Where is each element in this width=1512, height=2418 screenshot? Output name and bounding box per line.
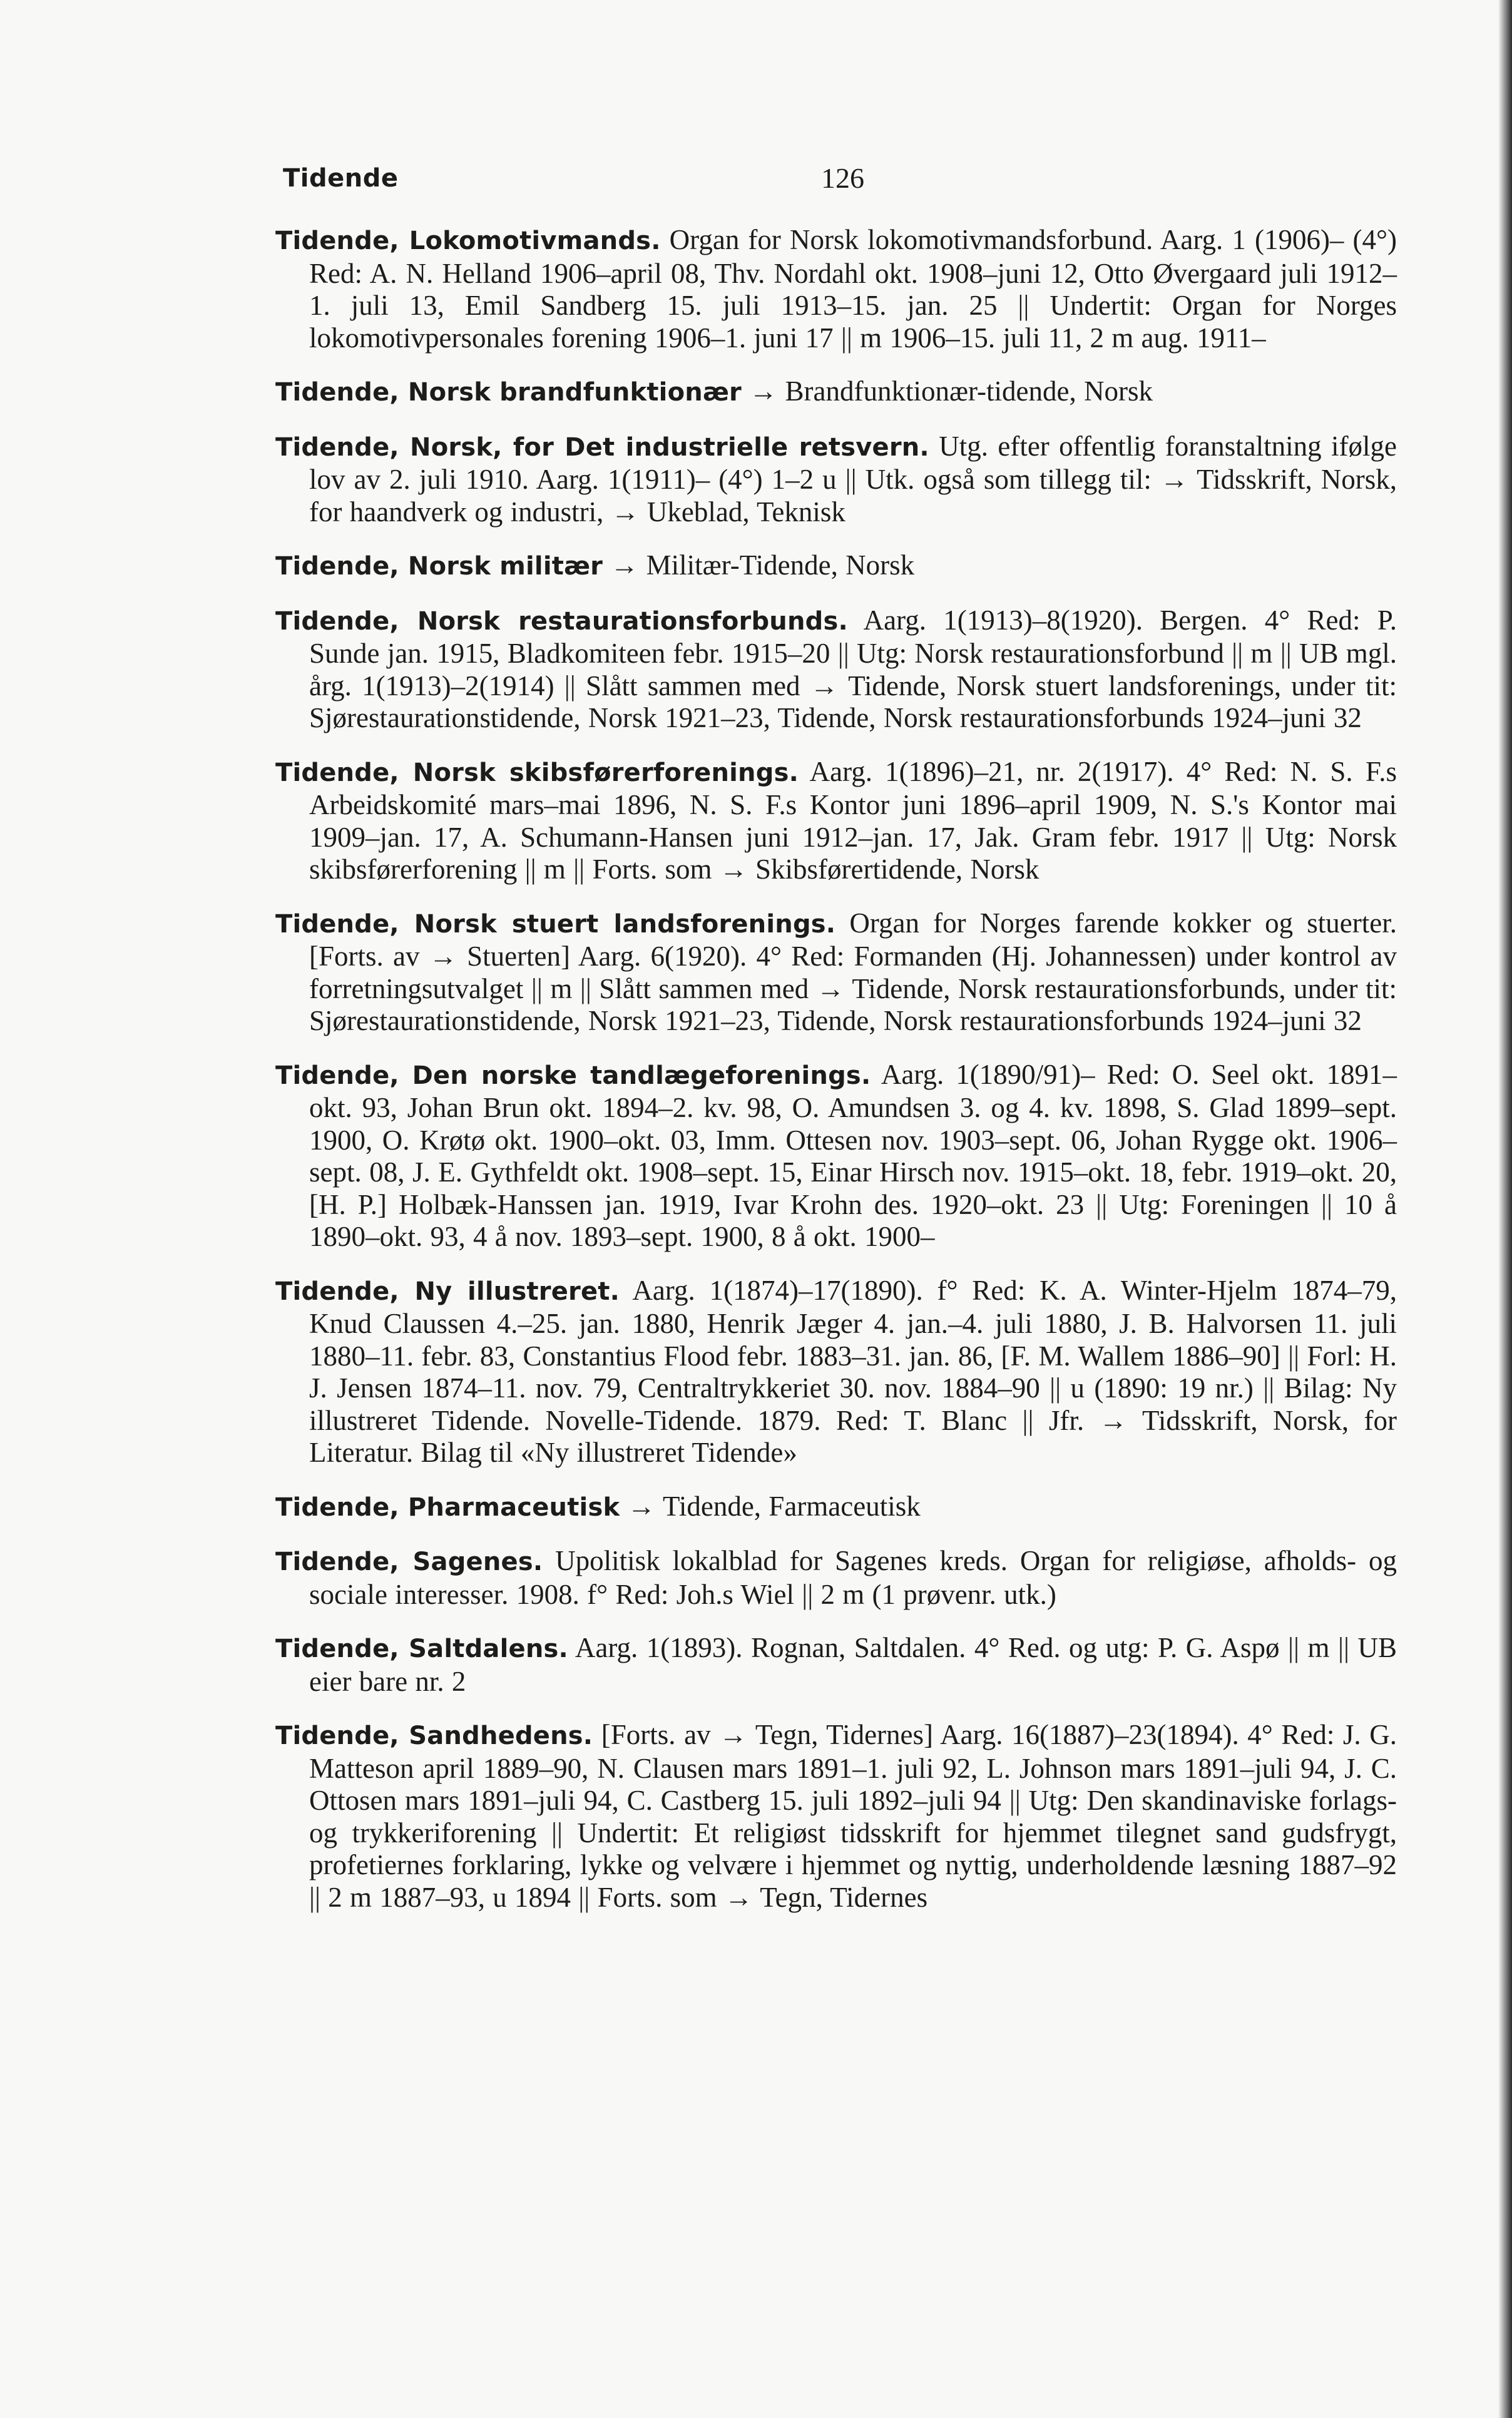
entry-head: Tidende, Norsk skibsførerforenings. [275, 758, 799, 787]
entry-industrielle-retsvern [275, 431, 1397, 529]
entry-body: Aarg. 1(1874)–17(1890). f° Red: K. A. Winter-Hjelm 1874–79, Knud Claussen 4.–25. jan. 1880, Henrik Jæger 4. jan.–4. juli 1880, J. B. Halvorsen 11. juli 1880–11. febr. 83, Constantius Flood febr. 1883–31. jan. 86, [F. M. Wallem 1886–90] || Forl: H. J. Jensen 1874–11. nov. 79, Centraltrykkeriet 30. nov. 1884–90 || u (1890: 19 nr.) || Bilag: Ny illustreret Tidende. Novelle-Tidende. 1879. Red: T. Blanc || Jfr. → Tidsskrift, Norsk, for Literatur. Bilag til «Ny illustreret Tidende» [309, 1274, 1397, 1468]
entry-head: Tidende, Norsk restaurationsforbunds. [275, 606, 848, 636]
running-head [283, 164, 1384, 202]
entry-skibsforerforenings [275, 756, 1397, 886]
entry-head: Tidende, Den norske tandlægeforenings. [275, 1061, 871, 1090]
entry-brandfunktionaer [275, 375, 1397, 409]
entry-sandhedens [275, 1719, 1397, 1914]
entry-body: → Tidende, Farmaceutisk [620, 1490, 921, 1522]
entry-tandlaegeforenings [275, 1059, 1397, 1253]
entry-militaer [275, 549, 1397, 583]
entry-head: Tidende, Pharmaceutisk [275, 1492, 620, 1522]
entry-saltdalens [275, 1632, 1397, 1698]
entry-head: Tidende, Sandhedens. [275, 1722, 593, 1750]
page-edge-shadow [1498, 0, 1512, 2418]
entry-lokomotivmands [275, 224, 1397, 354]
entry-ny-illustreret [275, 1275, 1397, 1469]
entry-body: [Forts. av → Tegn, Tidernes] Aarg. 16(1887)–23(1894). 4° Red: J. G. Matteson april 1889–90, N. Clausen mars 1891–1. juli 92, L. Johnson mars 1891–juli 94, J. C. Ottosen mars 1891–juli 94, C. Castberg 15. juli 1892–juli 94 || Utg: Den skandinaviske forlags- og trykkeriforening || Undertit: Et religiøst tidsskrift for hjemmet tilegnet sand gudsfrygt, profetiernes forklaring, lykke og velvære i hjemmet og nyttig, underholdende læsning 1887–92 || 2 m 1887–93, u 1894 || Forts. som → Tegn, Tidernes [309, 1719, 1397, 1913]
entry-body: Aarg. 1(1913)–8(1920). Bergen. 4° Red: P. Sunde jan. 1915, Bladkomiteen febr. 1915–20 || Utg: Norsk restaurationsforbund || m || UB mgl. årg. 1(1913)–2(1914) || Slått sammen med → Tidende, Norsk stuert landsforenings, under tit: Sjørestaurationstidende, Norsk 1921–23, Tidende, Norsk restaurationsforbunds 1924–juni 32 [309, 604, 1397, 733]
entry-restaurationsforbunds [275, 604, 1397, 735]
entry-head: Tidende, Norsk, for Det industrielle retsvern. [275, 432, 929, 462]
entry-body: Upolitisk lokalblad for Sagenes kreds. Organ for religiøse, afholds- og sociale interesser. 1908. f° Red: Joh.s Wiel || 2 m (1 prøvenr. utk.) [309, 1545, 1397, 1610]
entry-head: Tidende, Norsk militær [275, 552, 603, 581]
running-title: Tidende [283, 164, 399, 193]
entry-body: Organ for Norges farende kokker og stuerter. [Forts. av → Stuerten] Aarg. 6(1920). 4° Red: Formanden (Hj. Johannessen) under kontrol av forretningsutvalget || m || Slått sammen med → Tidende, Norsk restaurationsforbunds, under tit: Sjørestaurationstidende, Norsk 1921–23, Tidende, Norsk restaurationsforbunds 1924–juni 32 [309, 907, 1397, 1036]
entry-body: Aarg. 1(1893). Rognan, Saltdalen. 4° Red. og utg: P. G. Aspø || m || UB eier bare nr. 2 [309, 1632, 1397, 1697]
entry-sagenes [275, 1545, 1397, 1611]
entry-head: Tidende, Norsk brandfunktionær [275, 378, 742, 407]
entry-pharmaceutisk [275, 1491, 1397, 1524]
entry-list [275, 224, 1397, 1935]
entry-head: Tidende, Sagenes. [275, 1548, 543, 1576]
entry-head: Tidende, Ny illustreret. [275, 1277, 620, 1306]
entry-body: Aarg. 1(1896)–21, nr. 2(1917). 4° Red: N. S. F.s Arbeidskomité mars–mai 1896, N. S. F.s Kontor juni 1896–april 1909, N. S.'s Kontor mai 1909–jan. 17, A. Schumann-Hansen juni 1912–jan. 17, Jak. Gram febr. 1917 || Utg: Norsk skibsførerforening || m || Forts. som → Skibsførertidende, Norsk [309, 755, 1397, 885]
entry-body: Aarg. 1(1890/91)– Red: O. Seel okt. 1891–okt. 93, Johan Brun okt. 1894–2. kv. 98, O. Amundsen 3. og 4. kv. 1898, S. Glad 1899–sept. 1900, O. Krøtø okt. 1900–okt. 03, Imm. Ottesen nov. 1903–sept. 06, Johan Rygge okt. 1906–sept. 08, J. E. Gythfeldt okt. 1908–sept. 15, Einar Hirsch nov. 1915–okt. 18, febr. 1919–okt. 20, [H. P.] Holbæk-Hanssen jan. 1919, Ivar Krohn des. 1920–okt. 23 || Utg: Foreningen || 10 å 1890–okt. 93, 4 å nov. 1893–sept. 1900, 8 å okt. 1900– [309, 1058, 1397, 1252]
entry-head: Tidende, Lokomotivmands. [275, 227, 661, 255]
page-number: 126 [821, 162, 864, 194]
entry-body: → Militær-Tidende, Norsk [603, 549, 915, 581]
entry-head: Tidende, Norsk stuert landsforenings. [275, 909, 836, 939]
entry-body: Organ for Norsk lokomotivmandsforbund. Aarg. 1 (1906)– (4°) Red: A. N. Helland 1906–april 08, Thv. Nordahl okt. 1908–juni 12, Otto Øvergaard juli 1912–1. juli 13, Emil Sandberg 15. juli 1913–15. jan. 25 || Undertit: Organ for Norges lokomotivpersonales forening 1906–1. juni 17 || m 1906–15. juli 11, 2 m aug. 1911– [309, 224, 1397, 354]
entry-body: → Brandfunktionær-tidende, Norsk [741, 375, 1153, 407]
entry-stuert-landsforenings [275, 907, 1397, 1038]
entry-head: Tidende, Saltdalens. [275, 1635, 568, 1663]
entry-body: Utg. efter offentlig foranstaltning ifølge lov av 2. juli 1910. Aarg. 1(1911)– (4°) 1–2 u || Utk. også som tillegg til: → Tidsskrift, Norsk, for haandverk og industri, → Ukeblad, Teknisk [309, 430, 1397, 528]
